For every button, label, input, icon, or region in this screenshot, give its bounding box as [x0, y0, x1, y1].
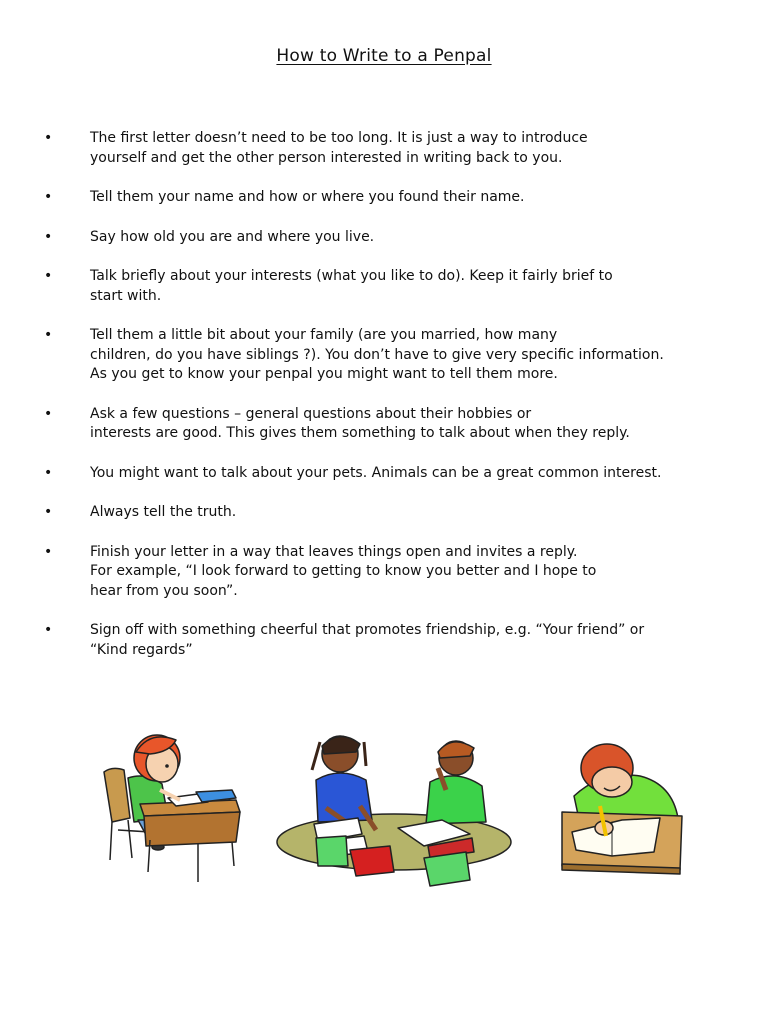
list-item-line: Always tell the truth. [90, 504, 237, 520]
list-item-line: hear from you soon”. [90, 582, 238, 599]
bullet-icon: • [44, 327, 53, 343]
bullet-icon: • [44, 228, 53, 245]
list-item-line: The first letter doesn’t need to be too long. It is just a way to introduce [90, 130, 588, 146]
list-item-line: “Kind regards” [90, 641, 193, 658]
bullet-icon: • [44, 130, 53, 146]
list-item-line: Finish your letter in a way that leaves things open and invites a reply. [90, 543, 578, 560]
list-item-line: Tell them your name and how or where you found their name. [90, 189, 525, 205]
bullet-icon: • [44, 543, 53, 560]
list-item-line: Tell them a little bit about your family (are you married, how many [90, 327, 558, 343]
list-item-line: start with. [90, 287, 162, 304]
list-item-line: Sign off with something cheerful that promotes friendship, e.g. “Your friend” or [90, 622, 645, 638]
bullet-icon: • [44, 622, 53, 638]
bullet-icon: • [44, 464, 53, 481]
list-item-line: children, do you have siblings ?). You don’t have to give very specific information. [90, 346, 664, 363]
list-item-line: Talk briefly about your interests (what you like to do). Keep it fairly brief to [90, 268, 613, 284]
bullet-icon: • [44, 268, 53, 284]
list-item-line: interests are good. This gives them something to talk about when they reply. [90, 425, 630, 441]
two-children-reading-illustration [277, 736, 511, 886]
document-title: How to Write to a Penpal [276, 46, 492, 66]
list-item-line: For example, “I look forward to getting to know you better and I hope to [90, 563, 597, 579]
bullet-icon: • [44, 504, 53, 520]
bullet-icon: • [44, 189, 53, 205]
list-item-line: You might want to talk about your pets. Animals can be a great common interest. [90, 464, 662, 481]
list-item-line: Say how old you are and where you live. [90, 228, 375, 245]
list-item-line: As you get to know your penpal you might want to tell them more. [90, 366, 558, 382]
list-item-line: yourself and get the other person interested in writing back to you. [90, 149, 563, 166]
list-item-line: Ask a few questions – general questions about their hobbies or [90, 405, 532, 422]
boy-writing-illustration [562, 744, 682, 874]
girl-writing-illustration [104, 735, 240, 882]
bullet-icon: • [44, 405, 53, 422]
